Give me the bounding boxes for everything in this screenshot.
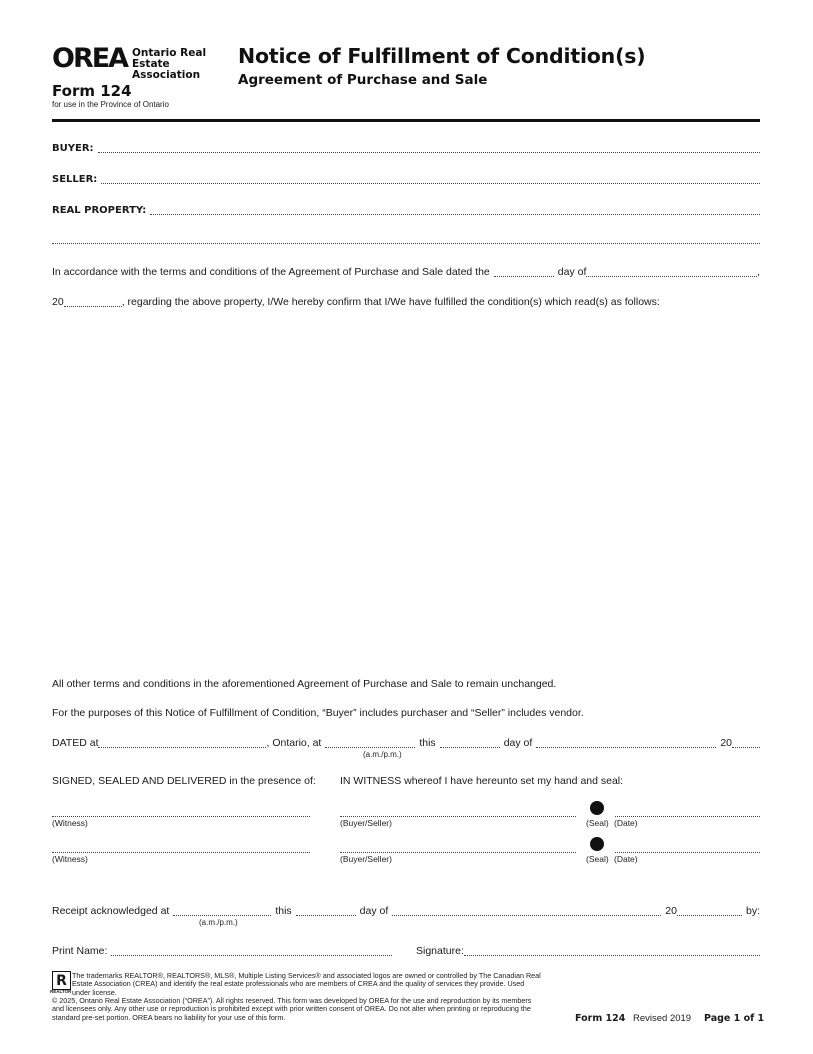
ontario-at-label: , Ontario, at	[266, 737, 322, 749]
this-label: this	[419, 737, 436, 749]
page-title: Notice of Fulfillment of Condition(s)	[238, 44, 646, 68]
in-witness-label: IN WITNESS whereof I have hereunto set my hand and seal:	[340, 775, 624, 787]
dated-ampm-caption: (a.m./p.m.)	[363, 750, 402, 759]
org-name	[132, 48, 212, 81]
print-name-field[interactable]	[111, 946, 392, 956]
seal-icon	[590, 837, 604, 851]
property-field[interactable]	[150, 205, 760, 215]
signed-sealed-label: SIGNED, SEALED AND DELIVERED in the presence of:	[52, 775, 316, 787]
year-prefix: 20	[52, 296, 64, 308]
party-caption: (Buyer/Seller)	[340, 854, 392, 864]
header-divider	[52, 119, 760, 122]
seal-icon	[590, 801, 604, 815]
property-field-2[interactable]	[52, 234, 760, 244]
party-signature-field[interactable]	[340, 851, 576, 853]
signature-label: Signature:	[416, 945, 464, 957]
dated-month-field[interactable]	[536, 738, 716, 748]
footer-page-number: Page 1 of 1	[704, 1013, 765, 1024]
unchanged-text: All other terms and conditions in the aforementioned Agreement of Purchase and Sale to remain unchanged.	[52, 678, 557, 690]
agreement-month-field[interactable]	[586, 267, 757, 277]
realtor-logo-word: REALTOR	[50, 989, 72, 994]
date-field[interactable]	[615, 851, 760, 853]
unchanged-row	[52, 678, 760, 691]
receipt-row	[52, 905, 760, 918]
confirm-text: , regarding the above property, I/We hereby confirm that I/We have fulfilled the condition(s) which read(s) as follows:	[121, 296, 660, 308]
agreement-day-field[interactable]	[494, 267, 554, 277]
seal-caption: (Seal)	[586, 818, 609, 828]
agreement-year-field[interactable]	[64, 297, 122, 307]
receipt-year-prefix: 20	[665, 905, 677, 917]
accordance-text: In accordance with the terms and conditions of the Agreement of Purchase and Sale dated the	[52, 266, 490, 278]
receipt-ampm-caption: (a.m./p.m.)	[199, 918, 238, 927]
property-label: REAL PROPERTY:	[52, 205, 147, 216]
trademark-notice: The trademarks REALTOR®, REALTORS®, MLS®, Multiple Listing Services® and associated logos are owned or controlled by The Canadian Real Estate Association (CREA) and identify the real estate professionals who are members of CREA and the quality of services they provide. Used under license.	[72, 971, 541, 997]
party-signature-field[interactable]	[340, 815, 576, 817]
witness-caption: (Witness)	[52, 818, 88, 828]
conditions-text-area[interactable]	[52, 318, 760, 668]
buyer-label: BUYER:	[52, 143, 94, 154]
day-of-label: day of	[503, 737, 533, 749]
receipt-by-label: by:	[745, 905, 760, 917]
form-number: Form 124	[52, 82, 132, 100]
accordance-row	[52, 266, 760, 279]
orea-logo: OREA	[52, 43, 128, 74]
year-prefix: 20	[720, 737, 732, 749]
seal-caption: (Seal)	[586, 854, 609, 864]
property-row-2	[52, 234, 760, 246]
form-subtitle: for use in the Province of Ontario	[52, 100, 169, 109]
receipt-day-field[interactable]	[296, 906, 356, 916]
definitions-text: For the purposes of this Notice of Fulfillment of Condition, “Buyer” includes purchaser and “Seller” includes vendor.	[52, 707, 584, 719]
dated-time-field[interactable]	[325, 738, 415, 748]
witness-signature-field[interactable]	[52, 815, 310, 817]
date-caption: (Date)	[614, 854, 638, 864]
receipt-label: Receipt acknowledged at	[52, 905, 170, 917]
copyright-notice: © 2025, Ontario Real Estate Association (“OREA”). All rights reserved. This form was developed by OREA for the use and reproduction by its members and licensees only. Any other use or reproduction is prohibited except with prior written consent of OREA. Do not alter when printing or reproducing the standard pre-set portion. OREA bears no liability for your use of this form.	[52, 996, 532, 1022]
org-name-line1: Ontario Real Estate	[132, 47, 207, 70]
date-field[interactable]	[615, 815, 760, 817]
dated-year-field[interactable]	[732, 738, 760, 748]
comma-text: ,	[757, 266, 760, 278]
print-name-row	[52, 945, 392, 958]
dated-row	[52, 737, 760, 750]
seller-row	[52, 173, 760, 186]
realtor-logo-icon: R	[52, 971, 71, 990]
receipt-time-field[interactable]	[173, 906, 271, 916]
receipt-month-field[interactable]	[392, 906, 661, 916]
property-row	[52, 204, 760, 217]
seller-label: SELLER:	[52, 174, 98, 185]
org-name-line2: Association	[132, 69, 201, 81]
definitions-row	[52, 707, 760, 720]
day-of-text: day of	[557, 266, 587, 278]
buyer-row	[52, 142, 760, 155]
signature-row	[416, 945, 760, 958]
seller-field[interactable]	[101, 174, 760, 184]
dated-day-field[interactable]	[440, 738, 500, 748]
witness-signature-field[interactable]	[52, 851, 310, 853]
buyer-field[interactable]	[98, 143, 760, 153]
receipt-day-of-label: day of	[359, 905, 389, 917]
date-caption: (Date)	[614, 818, 638, 828]
print-name-label: Print Name:	[52, 945, 108, 957]
footer-form-number: Form 124	[575, 1013, 626, 1024]
page-subtitle: Agreement of Purchase and Sale	[238, 72, 488, 88]
receipt-this-label: this	[275, 905, 292, 917]
signature-field[interactable]	[464, 946, 760, 956]
party-caption: (Buyer/Seller)	[340, 818, 392, 828]
footer-revised: Revised 2019	[633, 1013, 692, 1024]
receipt-year-field[interactable]	[677, 906, 742, 916]
dated-at-label: DATED at	[52, 737, 99, 749]
witness-caption: (Witness)	[52, 854, 88, 864]
confirm-row	[52, 296, 760, 309]
dated-location-field[interactable]	[98, 738, 266, 748]
